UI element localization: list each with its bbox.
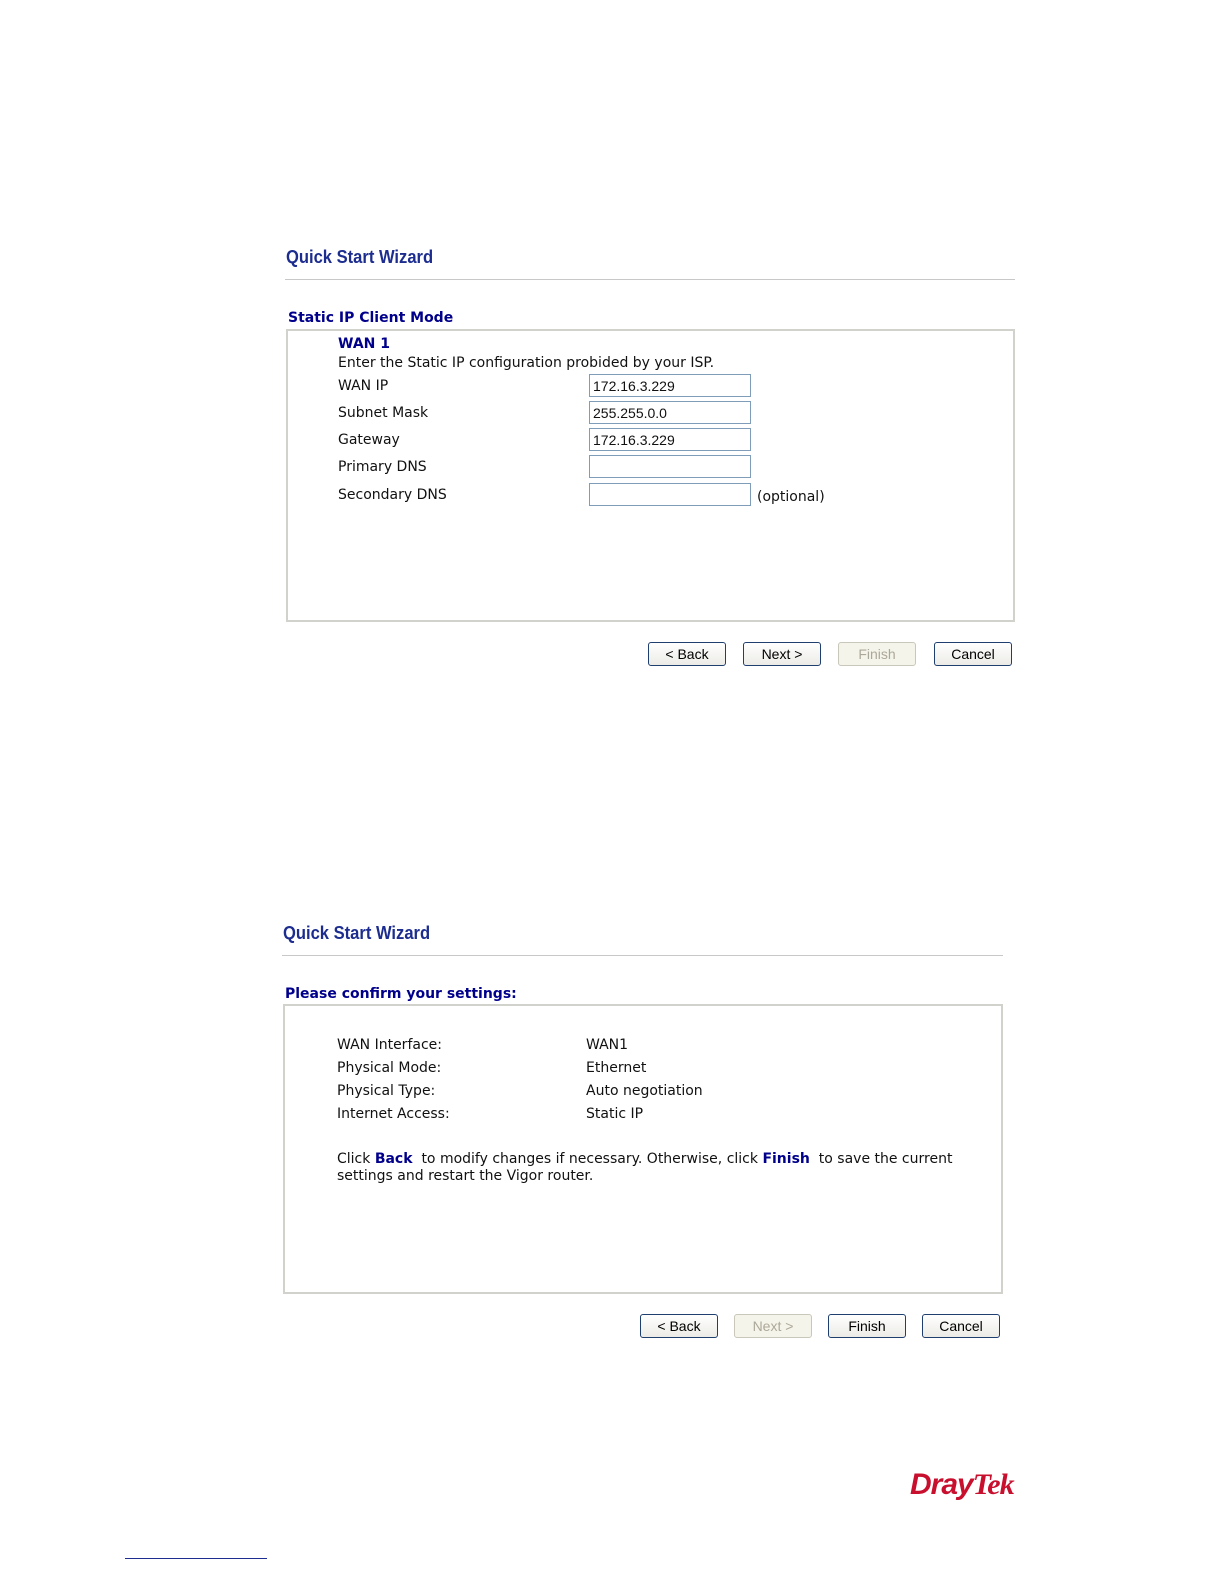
confirm-note-line1 <box>337 1151 952 1167</box>
wizard1-finish-button: Finish <box>838 642 916 666</box>
secondary-dns-input[interactable] <box>589 483 751 506</box>
wizard2-title: Quick Start Wizard <box>283 923 431 943</box>
wizard1-next-button[interactable]: Next > <box>743 642 821 666</box>
wizard2-next-button: Next > <box>734 1314 812 1338</box>
primary-dns-label: Primary DNS <box>338 459 427 475</box>
wan-heading: WAN 1 <box>338 336 390 352</box>
subnet-mask-input[interactable] <box>589 401 751 424</box>
primary-dns-input[interactable] <box>589 455 751 478</box>
gateway-input[interactable] <box>589 428 751 451</box>
wan-interface-label: WAN Interface: <box>337 1037 442 1053</box>
footer-rule <box>125 1558 267 1559</box>
wizard2-panel <box>283 1004 1003 1294</box>
draytek-logo <box>910 1468 1014 1502</box>
instruction-text: Enter the Static IP configuration probided by your ISP. <box>338 355 715 371</box>
physical-mode-label: Physical Mode: <box>337 1060 442 1076</box>
physical-type-label: Physical Type: <box>337 1083 436 1099</box>
wizard1-panel <box>286 329 1015 622</box>
wizard1-section-title: Static IP Client Mode <box>288 310 454 326</box>
logo-dray: Dray <box>910 1468 973 1501</box>
wizard1-cancel-button[interactable]: Cancel <box>934 642 1012 666</box>
wan-interface-value: WAN1 <box>586 1037 629 1053</box>
subnet-mask-label: Subnet Mask <box>338 405 429 421</box>
wizard1-title: Quick Start Wizard <box>286 247 434 267</box>
wizard2-back-button[interactable]: < Back <box>640 1314 718 1338</box>
wizard1-divider <box>285 279 1015 280</box>
optional-note: (optional) <box>757 489 825 505</box>
internet-access-value: Static IP <box>586 1106 644 1122</box>
secondary-dns-label: Secondary DNS <box>338 487 447 503</box>
physical-type-value: Auto negotiation <box>586 1083 703 1099</box>
physical-mode-value: Ethernet <box>586 1060 647 1076</box>
note-back-word: Back <box>374 1151 413 1167</box>
gateway-label: Gateway <box>338 432 400 448</box>
wizard1-back-button[interactable]: < Back <box>648 642 726 666</box>
wizard2-section-title: Please confirm your settings: <box>285 986 517 1002</box>
note-text-1: Click <box>337 1151 375 1167</box>
note-finish-word: Finish <box>762 1151 810 1167</box>
wizard2-cancel-button[interactable]: Cancel <box>922 1314 1000 1338</box>
wizard2-divider <box>282 955 1003 956</box>
confirm-note-line2: settings and restart the Vigor router. <box>337 1168 594 1184</box>
internet-access-label: Internet Access: <box>337 1106 450 1122</box>
wizard2-finish-button[interactable]: Finish <box>828 1314 906 1338</box>
wan-ip-input[interactable] <box>589 374 751 397</box>
wan-ip-label: WAN IP <box>338 378 389 394</box>
logo-tek: Tek <box>972 1468 1014 1501</box>
note-text-3: to save the current <box>809 1151 953 1167</box>
note-text-2: to modify changes if necessary. Otherwise, click <box>412 1151 763 1167</box>
